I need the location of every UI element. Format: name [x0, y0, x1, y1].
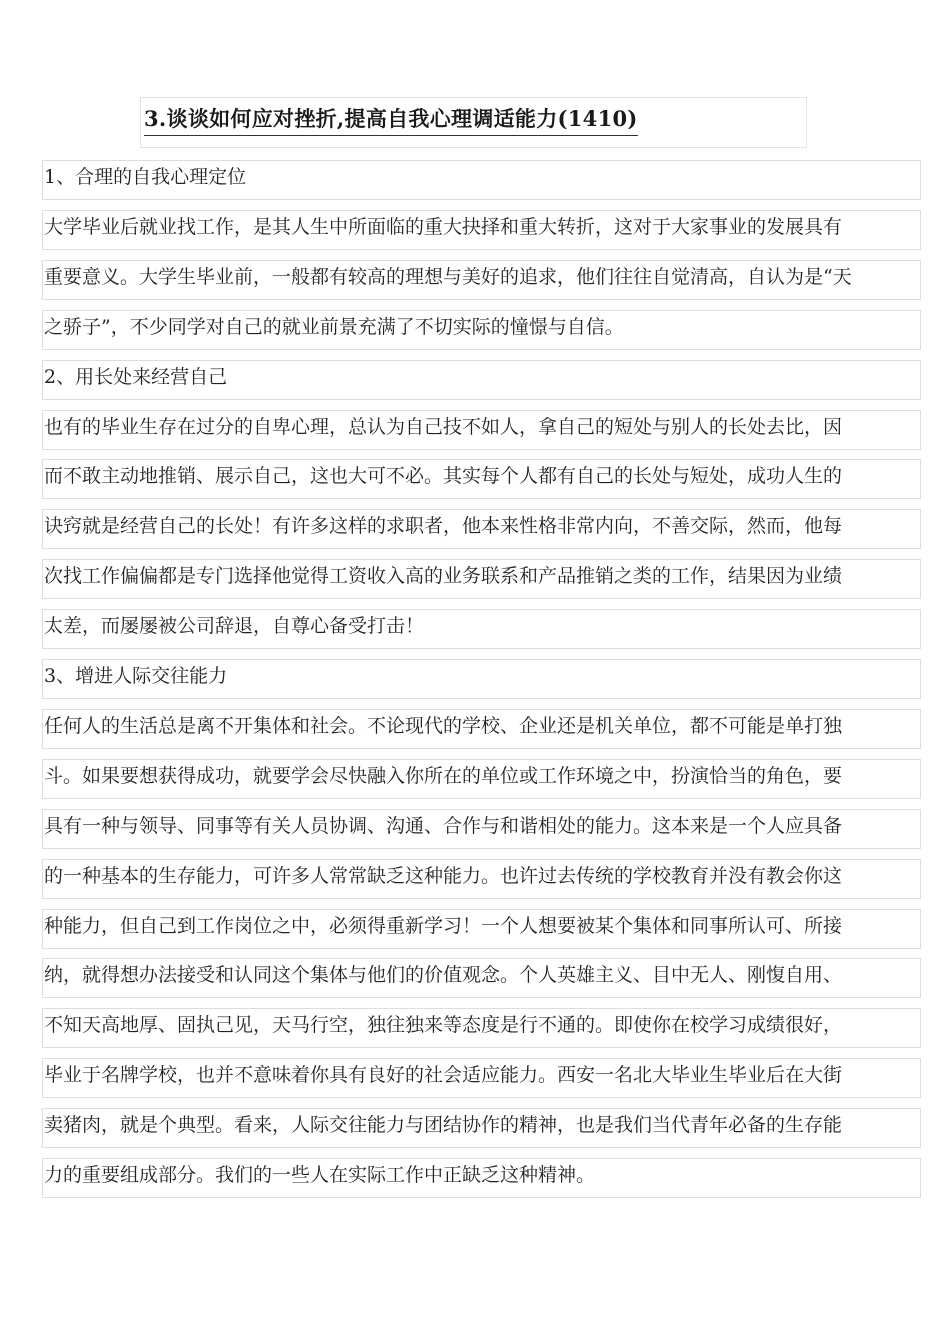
- paragraph-line: 的一种基本的生存能力，可许多人常常缺乏这种能力。也许过去传统的学校教育并没有教会你这: [44, 864, 843, 887]
- paragraph-line: 任何人的生活总是离不开集体和社会。不论现代的学校、企业还是机关单位，都不可能是单打独: [44, 714, 843, 737]
- paragraph-line: 具有一种与领导、同事等有关人员协调、沟通、合作与和谐相处的能力。这本来是一个人应具备: [44, 814, 843, 837]
- paragraph-line: 也有的毕业生存在过分的自卑心理，总认为自己技不如人，拿自己的短处与别人的长处去比，因: [44, 415, 843, 438]
- paragraph-line: 力的重要组成部分。我们的一些人在实际工作中正缺乏这种精神。: [44, 1164, 596, 1186]
- paragraph-line: 斗。如果要想获得成功，就要学会尽快融入你所在的单位或工作环境之中，扮演恰当的角色，要: [44, 764, 843, 787]
- section-heading: 3、增进人际交往能力: [44, 665, 228, 687]
- section-heading: 1、合理的自我心理定位: [44, 166, 247, 188]
- paragraph-line: 不知天高地厚、固执己见，天马行空，独往独来等态度是行不通的。即使你在校学习成绩很好，: [44, 1014, 843, 1037]
- document-title: 3.谈谈如何应对挫折,提高自我心理调适能力(1410): [144, 104, 638, 136]
- paragraph-line: 次找工作偏偏都是专门选择他觉得工资收入高的业务联系和产品推销之类的工作，结果因为业绩: [44, 565, 843, 588]
- paragraph-line: 毕业于名牌学校，也并不意味着你具有良好的社会适应能力。西安一名北大毕业生毕业后在大街: [44, 1064, 843, 1087]
- paragraph-line: 而不敢主动地推销、展示自己，这也大可不必。其实每个人都有自己的长处与短处，成功人生的: [44, 465, 843, 488]
- paragraph-line: 之骄子”，不少同学对自己的就业前景充满了不切实际的憧憬与自信。: [44, 315, 624, 338]
- paragraph-line: 卖猪肉，就是个典型。看来，人际交往能力与团结协作的精神，也是我们当代青年必备的生存能: [44, 1114, 843, 1137]
- section-heading: 2、用长处来经营自己: [44, 365, 228, 388]
- paragraph-line: 种能力，但自己到工作岗位之中，必须得重新学习！一个人想要被某个集体和同事所认可、所接: [44, 914, 843, 937]
- paragraph-line: 纳，就得想办法接受和认同这个集体与他们的价值观念。个人英雄主义、目中无人、刚愎自用、: [44, 964, 843, 987]
- paragraph-line: 太差，而屡屡被公司辞退，自尊心备受打击！: [44, 615, 425, 638]
- paragraph-line: 重要意义。大学生毕业前，一般都有较高的理想与美好的追求，他们往往自觉清高，自认为是“天: [44, 265, 852, 288]
- paragraph-line: 大学毕业后就业找工作，是其人生中所面临的重大抉择和重大转折，这对于大家事业的发展具有: [44, 215, 843, 238]
- paragraph-line: 诀窍就是经营自己的长处！有许多这样的求职者，他本来性格非常内向，不善交际，然而，他每: [44, 515, 843, 538]
